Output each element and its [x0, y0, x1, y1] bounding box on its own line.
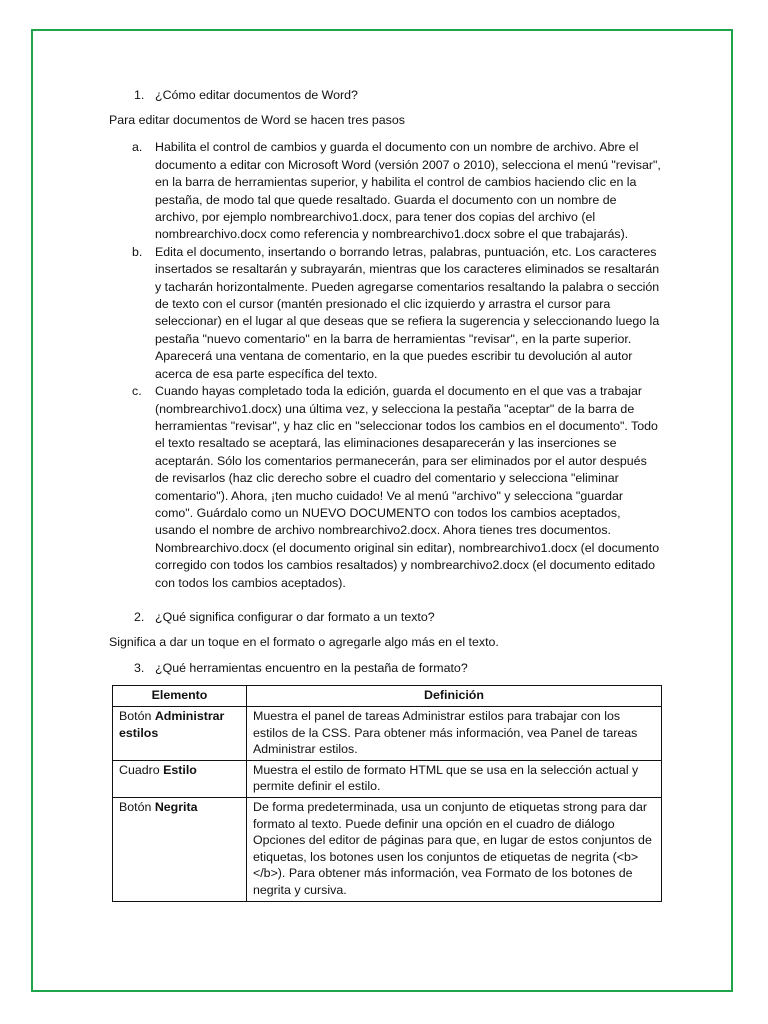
question-3-number: 3.: [134, 661, 145, 676]
steps-list: [109, 139, 661, 592]
question-1: [109, 84, 661, 106]
definition-cell: De forma predeterminada, usa un conjunto de etiquetas strong para dar formato al texto. Puede definir una opción en el cuadro de diálogo Opciones del editor de páginas para que, en lugar de estos conjuntos de etiquetas, los botones usen los conjuntos de etiquetas de negrita (<b> </b>). Para obtener más información, vea Formato de los botones de negrita y cursiva.: [247, 797, 662, 901]
step-a-marker: a.: [132, 140, 143, 155]
step-c: [109, 383, 661, 592]
step-a: [109, 139, 661, 243]
question-3-text: ¿Qué herramientas encuentro en la pestaña de formato?: [155, 661, 468, 676]
format-tools-table: [112, 685, 662, 901]
element-prefix: Botón: [119, 799, 155, 814]
element-cell: [113, 706, 247, 760]
element-prefix: Cuadro: [119, 762, 164, 777]
header-definicion: Definición: [247, 686, 662, 707]
element-cell: [113, 760, 247, 797]
question-2-text: ¿Qué significa configurar o dar formato a un texto?: [155, 609, 435, 624]
definition-cell: Muestra el panel de tareas Administrar estilos para trabajar con los estilos de la CSS. Para obtener más información, vea Panel de tareas Administrar estilos.: [247, 706, 662, 760]
document-body: [109, 84, 661, 902]
step-a-text: Habilita el control de cambios y guarda el documento con un nombre de archivo. Abre el documento a editar con Microsoft Word (versión 2007 o 2010), selecciona el menú "revisar", en la barra de herramientas superior, y habilita el control de cambios haciendo clic en la pestaña, de modo tal que quede resaltado. Guarda el documento con un nombre de archivo, por ejemplo nombrearchivo1.docx, para tener dos copias del archivo (el nombrearchivo.docx como referencia y nombrearchivo1.docx sobre el que trabajarás).: [155, 140, 661, 242]
step-b-text: Edita el documento, insertando o borrando letras, palabras, puntuación, etc. Los caracteres insertados se resaltarán y subrayarán, mientras que los caracteres eliminados se resaltarán y tacharán horizontalmente. Pueden agregarse comentarios resaltando la palabra o sección de texto con el cursor (mantén presionado el clic izquierdo y arrastra el cursor para seleccionar) en el lugar al que deseas que se refiera la sugerencia y seleccionando luego la pestaña "nuevo comentario" en la barra de herramientas "revisar", en la parte superior. Aparecerá una ventana de comentario, en la que puedes escribir tu devolución al autor acerca de esa parte específica del texto.: [155, 244, 660, 381]
element-name: Estilo: [163, 762, 197, 777]
step-b: [109, 244, 661, 383]
answer-2: Significa a dar un toque en el formato o agregarle algo más en el texto.: [109, 634, 499, 649]
question-3: [109, 657, 661, 679]
intro-paragraph: Para editar documentos de Word se hacen tres pasos: [109, 113, 405, 127]
question-2: [109, 606, 661, 628]
element-cell: [113, 797, 247, 901]
table-row: [113, 760, 662, 797]
step-c-marker: c.: [132, 384, 142, 399]
definition-cell: Muestra el estilo de formato HTML que se usa en la selección actual y permite definir el estilo.: [247, 760, 662, 797]
table-header-row: [113, 686, 662, 707]
element-name: Negrita: [154, 799, 198, 814]
question-2-number: 2.: [134, 609, 145, 624]
step-c-text: Cuando hayas completado toda la edición, guarda el documento en el que vas a trabajar (nombrearchivo1.docx) una última vez, y selecciona la pestaña "aceptar" de la barra de herramientas "revisar", y haz clic en "seleccionar todos los cambios en el documento". Todo el texto resaltado se aceptará, las eliminaciones desaparecerán y las inserciones se aceptarán. Sólo los comentarios permanecerán, para ser eliminados por el autor después de revisarlos (haz clic derecho sobre el cuadro del comentario y selecciona "eliminar comentario"). Ahora, ¡ten mucho cuidado! Ve al menú "archivo" y selecciona "guardar como". Guárdalo como un NUEVO DOCUMENTO con todos los cambios aceptados, usando el nombre de archivo nombrearchivo2.docx. Ahora tienes tres documentos. Nombrearchivo.docx (el documento original sin editar), nombrearchivo1.docx (el documento corregido con todos los cambios resaltados) y nombrearchivo2.docx (el documento editado con todos los cambios aceptados).: [155, 384, 660, 590]
question-1-text: ¿Cómo editar documentos de Word?: [155, 88, 358, 102]
question-1-number: 1.: [134, 88, 145, 102]
element-prefix: Botón: [119, 708, 155, 723]
table-row: [113, 797, 662, 901]
header-elemento: Elemento: [113, 686, 247, 707]
element-name: Administrar estilos: [119, 708, 225, 740]
step-b-marker: b.: [132, 244, 143, 259]
table-row: [113, 706, 662, 760]
